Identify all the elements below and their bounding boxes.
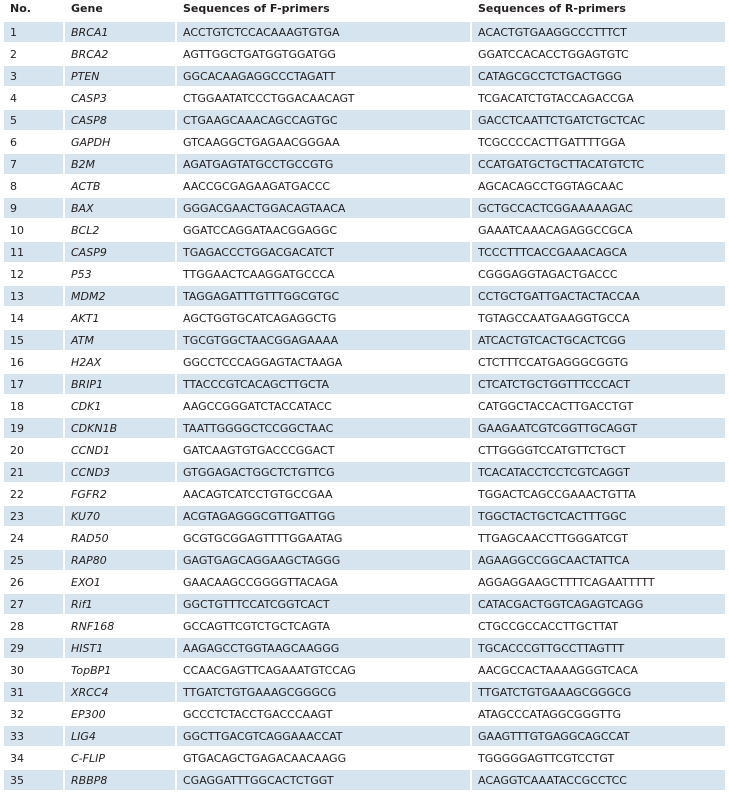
row-number: 28 (4, 616, 65, 636)
r-primer-sequence: TTGAGCAACCTTGGGATCGT (472, 528, 725, 548)
gene-name: PTEN (65, 66, 177, 86)
table-row (4, 616, 725, 636)
r-primer-sequence: CATAGCGCCTCTGACTGGG (472, 66, 725, 86)
r-primer-sequence: CCTGCTGATTGACTACTACCAA (472, 286, 725, 306)
gene-name: LIG4 (65, 726, 177, 746)
gene-name: B2M (65, 154, 177, 174)
table-row (4, 396, 725, 416)
r-primer-sequence: CCATGATGCTGCTTACATGTCTC (472, 154, 725, 174)
row-number: 26 (4, 572, 65, 592)
table-row (4, 198, 725, 218)
gene-name: H2AX (65, 352, 177, 372)
table-row (4, 154, 725, 174)
r-primer-sequence: TGGACTCAGCCGAAACTGTTA (472, 484, 725, 504)
table-row (4, 726, 725, 746)
table-row (4, 242, 725, 262)
f-primer-sequence: GTCAAGGCTGAGAACGGGAA (177, 132, 472, 152)
gene-name: CASP8 (65, 110, 177, 130)
r-primer-sequence: TTGATCTGTGAAAGCGGGCG (472, 682, 725, 702)
r-primer-sequence: ACACTGTGAAGGCCCTTTCT (472, 22, 725, 42)
table-row (4, 132, 725, 152)
f-primer-sequence: CGAGGATTTGGCACTCTGGT (177, 770, 472, 790)
r-primer-sequence: CATACGACTGGTCAGAGTCAGG (472, 594, 725, 614)
gene-name: AKT1 (65, 308, 177, 328)
row-number: 33 (4, 726, 65, 746)
f-primer-sequence: AACAGTCATCCTGTGCCGAA (177, 484, 472, 504)
row-number: 35 (4, 770, 65, 790)
f-primer-sequence: GTGACAGCTGAGACAACAAGG (177, 748, 472, 768)
f-primer-sequence: TGCGTGGCTAACGGAGAAAA (177, 330, 472, 350)
row-number: 13 (4, 286, 65, 306)
row-number: 9 (4, 198, 65, 218)
header-no: No. (10, 2, 31, 15)
gene-name: CDKN1B (65, 418, 177, 438)
row-number: 16 (4, 352, 65, 372)
header-gene: Gene (71, 2, 103, 15)
r-primer-sequence: TGTAGCCAATGAAGGTGCCA (472, 308, 725, 328)
row-number: 20 (4, 440, 65, 460)
table-row (4, 506, 725, 526)
gene-name: CASP3 (65, 88, 177, 108)
row-number: 23 (4, 506, 65, 526)
table-header (4, 2, 725, 20)
row-number: 11 (4, 242, 65, 262)
f-primer-sequence: CTGAAGCAAACAGCCAGTGC (177, 110, 472, 130)
gene-name: CASP9 (65, 242, 177, 262)
table-row (4, 22, 725, 42)
table-row (4, 44, 725, 64)
row-number: 25 (4, 550, 65, 570)
r-primer-sequence: CTCTTTCCATGAGGGCGGTG (472, 352, 725, 372)
table-row (4, 264, 725, 284)
row-number: 5 (4, 110, 65, 130)
f-primer-sequence: AAGAGCCTGGTAAGCAAGGG (177, 638, 472, 658)
f-primer-sequence: ACGTAGAGGGCGTTGATTGG (177, 506, 472, 526)
gene-name: RBBP8 (65, 770, 177, 790)
gene-name: ATM (65, 330, 177, 350)
f-primer-sequence: GGATCCAGGATAACGGAGGC (177, 220, 472, 240)
table-row (4, 308, 725, 328)
row-number: 2 (4, 44, 65, 64)
r-primer-sequence: ACAGGTCAAATACCGCCTCC (472, 770, 725, 790)
row-number: 6 (4, 132, 65, 152)
gene-name: RAP80 (65, 550, 177, 570)
f-primer-sequence: TAGGAGATTTGTTTGGCGTGC (177, 286, 472, 306)
table-body (4, 22, 725, 790)
table-row (4, 594, 725, 614)
row-number: 4 (4, 88, 65, 108)
f-primer-sequence: GGCTGTTTCCATCGGTCACT (177, 594, 472, 614)
gene-name: BRCA1 (65, 22, 177, 42)
f-primer-sequence: ACCTGTCTCCACAAAGTGTGA (177, 22, 472, 42)
f-primer-sequence: GTGGAGACTGGCTCTGTTCG (177, 462, 472, 482)
r-primer-sequence: GGATCCACACCTGGAGTGTC (472, 44, 725, 64)
f-primer-sequence: TGAGACCCTGGACGACATCT (177, 242, 472, 262)
table-row (4, 528, 725, 548)
gene-name: CCND3 (65, 462, 177, 482)
r-primer-sequence: CATGGCTACCACTTGACCTGT (472, 396, 725, 416)
r-primer-sequence: TCGACATCTGTACCAGACCGA (472, 88, 725, 108)
gene-name: TopBP1 (65, 660, 177, 680)
r-primer-sequence: TGGCTACTGCTCACTTTGGC (472, 506, 725, 526)
table-row (4, 770, 725, 790)
gene-name: C-FLIP (65, 748, 177, 768)
gene-name: RNF168 (65, 616, 177, 636)
r-primer-sequence: ATAGCCCATAGGCGGGTTG (472, 704, 725, 724)
table-row (4, 418, 725, 438)
gene-name: XRCC4 (65, 682, 177, 702)
r-primer-sequence: TGGGGGAGTTCGTCCTGT (472, 748, 725, 768)
r-primer-sequence: GAAATCAAACAGAGGCCGCA (472, 220, 725, 240)
header-r-primers: Sequences of R-primers (478, 2, 626, 15)
gene-name: GAPDH (65, 132, 177, 152)
table-row (4, 176, 725, 196)
r-primer-sequence: GACCTCAATTCTGATCTGCTCAC (472, 110, 725, 130)
f-primer-sequence: CCAACGAGTTCAGAAATGTCCAG (177, 660, 472, 680)
r-primer-sequence: CTCATCTGCTGGTTTCCCACT (472, 374, 725, 394)
gene-name: Rif1 (65, 594, 177, 614)
gene-name: CCND1 (65, 440, 177, 460)
r-primer-sequence: AACGCCACTAAAAGGGTCACA (472, 660, 725, 680)
table-row (4, 748, 725, 768)
r-primer-sequence: TCCCTTTCACCGAAACAGCA (472, 242, 725, 262)
table-row (4, 462, 725, 482)
gene-name: HIST1 (65, 638, 177, 658)
f-primer-sequence: GGCCTCCCAGGAGTACTAAGA (177, 352, 472, 372)
row-number: 1 (4, 22, 65, 42)
f-primer-sequence: TTACCCGTCACAGCTTGCTA (177, 374, 472, 394)
table-row (4, 88, 725, 108)
gene-name: MDM2 (65, 286, 177, 306)
table-row (4, 682, 725, 702)
r-primer-sequence: TGCACCCGTTGCCTTAGTTT (472, 638, 725, 658)
row-number: 34 (4, 748, 65, 768)
r-primer-sequence: GAAGTTTGTGAGGCAGCCAT (472, 726, 725, 746)
r-primer-sequence: TCACATACCTCCTCGTCAGGT (472, 462, 725, 482)
primer-table (4, 0, 725, 792)
row-number: 30 (4, 660, 65, 680)
f-primer-sequence: AGTTGGCTGATGGTGGATGG (177, 44, 472, 64)
table-row (4, 550, 725, 570)
row-number: 3 (4, 66, 65, 86)
row-number: 22 (4, 484, 65, 504)
gene-name: RAD50 (65, 528, 177, 548)
table-row (4, 440, 725, 460)
gene-name: P53 (65, 264, 177, 284)
row-number: 14 (4, 308, 65, 328)
r-primer-sequence: AGGAGGAAGCTTTTCAGAATTTTT (472, 572, 725, 592)
row-number: 31 (4, 682, 65, 702)
gene-name: CDK1 (65, 396, 177, 416)
f-primer-sequence: GGCTTGACGTCAGGAAACCAT (177, 726, 472, 746)
row-number: 32 (4, 704, 65, 724)
row-number: 21 (4, 462, 65, 482)
f-primer-sequence: AAGCCGGGATCTACCATACC (177, 396, 472, 416)
row-number: 17 (4, 374, 65, 394)
f-primer-sequence: AACCGCGAGAAGATGACCC (177, 176, 472, 196)
header-row (4, 2, 725, 20)
table-row (4, 660, 725, 680)
table-row (4, 66, 725, 86)
f-primer-sequence: GAGTGAGCAGGAAGCTAGGG (177, 550, 472, 570)
f-primer-sequence: GATCAAGTGTGACCCGGACT (177, 440, 472, 460)
table-row (4, 286, 725, 306)
gene-name: BAX (65, 198, 177, 218)
table-row (4, 330, 725, 350)
f-primer-sequence: TTGATCTGTGAAAGCGGGCG (177, 682, 472, 702)
f-primer-sequence: CTGGAATATCCCTGGACAACAGT (177, 88, 472, 108)
r-primer-sequence: ATCACTGTCACTGCACTCGG (472, 330, 725, 350)
row-number: 10 (4, 220, 65, 240)
table-row (4, 704, 725, 724)
table-row (4, 352, 725, 372)
row-number: 29 (4, 638, 65, 658)
r-primer-sequence: CTGCCGCCACCTTGCTTAT (472, 616, 725, 636)
r-primer-sequence: GCTGCCACTCGGAAAAAGAC (472, 198, 725, 218)
f-primer-sequence: GCGTGCGGAGTTTTGGAATAG (177, 528, 472, 548)
row-number: 18 (4, 396, 65, 416)
gene-name: BCL2 (65, 220, 177, 240)
gene-name: BRCA2 (65, 44, 177, 64)
r-primer-sequence: CGGGAGGTAGACTGACCC (472, 264, 725, 284)
gene-name: EP300 (65, 704, 177, 724)
row-number: 8 (4, 176, 65, 196)
row-number: 19 (4, 418, 65, 438)
row-number: 7 (4, 154, 65, 174)
r-primer-sequence: TCGCCCCACTTGATTTTGGA (472, 132, 725, 152)
gene-name: KU70 (65, 506, 177, 526)
table-row (4, 220, 725, 240)
f-primer-sequence: GCCAGTTCGTCTGCTCAGTA (177, 616, 472, 636)
r-primer-sequence: AGCACAGCCTGGTAGCAAC (472, 176, 725, 196)
table-row (4, 484, 725, 504)
f-primer-sequence: TTGGAACTCAAGGATGCCCA (177, 264, 472, 284)
gene-name: EXO1 (65, 572, 177, 592)
f-primer-sequence: GCCCTCTACCTGACCCAAGT (177, 704, 472, 724)
row-number: 24 (4, 528, 65, 548)
gene-name: FGFR2 (65, 484, 177, 504)
table-row (4, 638, 725, 658)
r-primer-sequence: AGAAGGCCGGCAACTATTCA (472, 550, 725, 570)
row-number: 15 (4, 330, 65, 350)
table-row (4, 572, 725, 592)
f-primer-sequence: AGATGAGTATGCCTGCCGTG (177, 154, 472, 174)
gene-name: ACTB (65, 176, 177, 196)
header-f-primers: Sequences of F-primers (183, 2, 330, 15)
f-primer-sequence: GGGACGAACTGGACAGTAACA (177, 198, 472, 218)
table-row (4, 110, 725, 130)
f-primer-sequence: GGCACAAGAGGCCCTAGATT (177, 66, 472, 86)
r-primer-sequence: GAAGAATCGTCGGTTGCAGGT (472, 418, 725, 438)
table-row (4, 374, 725, 394)
f-primer-sequence: GAACAAGCCGGGGTTACAGA (177, 572, 472, 592)
f-primer-sequence: TAATTGGGGCTCCGGCTAAC (177, 418, 472, 438)
gene-name: BRIP1 (65, 374, 177, 394)
row-number: 12 (4, 264, 65, 284)
f-primer-sequence: AGCTGGTGCATCAGAGGCTG (177, 308, 472, 328)
r-primer-sequence: CTTGGGGTCCATGTTCTGCT (472, 440, 725, 460)
row-number: 27 (4, 594, 65, 614)
